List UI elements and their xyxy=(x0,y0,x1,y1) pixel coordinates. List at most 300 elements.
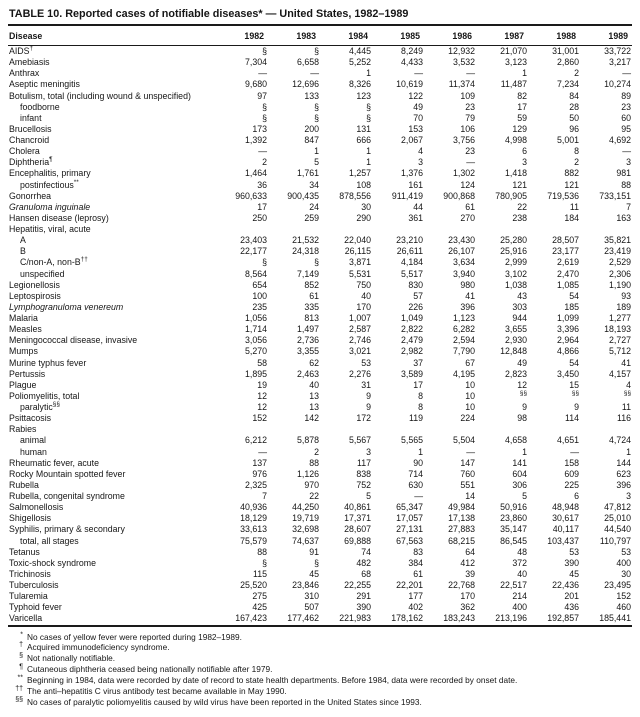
value-cell: — xyxy=(570,446,579,457)
value-cell: 84 xyxy=(569,90,579,101)
value-cell: 2 xyxy=(574,68,579,79)
value-cell: 2,999 xyxy=(504,257,527,268)
value-cell: 35,147 xyxy=(500,524,527,535)
disease-name: postinfectious** xyxy=(20,178,79,190)
value-cell: 5,252 xyxy=(348,57,371,68)
value-cell: 4,658 xyxy=(504,435,527,446)
value-cell: 178,162 xyxy=(391,613,423,624)
value-cell: 124 xyxy=(460,179,475,190)
value-cell xyxy=(268,224,320,235)
value-cell: 1,085 xyxy=(556,279,579,290)
value-cell: 6 xyxy=(574,491,579,501)
disease-name: A xyxy=(20,235,26,246)
value-cell: 177,462 xyxy=(287,613,319,624)
value-cell: 2 xyxy=(574,157,579,168)
value-cell: § xyxy=(262,101,267,112)
value-cell: 4,692 xyxy=(608,135,631,145)
value-cell: — xyxy=(414,68,423,79)
footnote-reference: † xyxy=(29,45,34,53)
value-cell: 10,619 xyxy=(396,79,423,90)
table-row xyxy=(8,235,632,246)
value-cell: 62 xyxy=(309,357,319,368)
value-cell: 1 xyxy=(314,146,319,157)
value-cell: 224 xyxy=(460,413,475,424)
value-cell: 123 xyxy=(356,90,371,101)
value-cell: 10 xyxy=(465,390,475,401)
footnote xyxy=(9,642,632,653)
value-cell: 2 xyxy=(262,157,267,168)
value-cell: 131 xyxy=(356,123,371,134)
disease-name: Chancroid xyxy=(9,135,50,145)
value-cell: 61 xyxy=(413,568,423,579)
value-cell: 213,196 xyxy=(495,613,527,624)
value-cell: 17,057 xyxy=(396,513,423,524)
value-cell: — xyxy=(622,146,631,157)
value-cell: 30 xyxy=(621,568,631,579)
value-cell: § xyxy=(366,101,371,112)
value-cell: 6,212 xyxy=(244,435,267,446)
value-cell: 1 xyxy=(522,446,527,457)
value-cell: 115 xyxy=(252,568,267,579)
footnote-reference: §§ xyxy=(623,389,631,397)
value-cell: 5,504 xyxy=(452,435,475,446)
disease-name: Brucellosis xyxy=(9,123,52,134)
value-cell: 5,270 xyxy=(244,346,267,357)
value-cell: § xyxy=(262,557,267,568)
value-cell: 48 xyxy=(517,546,527,557)
value-cell: 5 xyxy=(366,491,371,501)
value-cell: 551 xyxy=(460,479,475,490)
value-cell: 482 xyxy=(356,557,371,568)
table-row xyxy=(8,157,632,168)
value-cell: 26,611 xyxy=(396,246,423,257)
value-cell: 22,436 xyxy=(552,580,579,590)
value-cell: 27,131 xyxy=(396,524,423,535)
value-cell: 12,696 xyxy=(292,79,319,90)
disease-name: Poliomyelitis, total xyxy=(9,390,80,401)
value-cell: 1,761 xyxy=(296,168,319,179)
value-cell: 34 xyxy=(309,179,319,190)
table-row xyxy=(8,469,632,480)
value-cell: 3,940 xyxy=(452,268,475,279)
value-cell: 1 xyxy=(366,157,371,168)
value-cell: 61 xyxy=(465,201,475,212)
footnote xyxy=(9,653,632,664)
table-row xyxy=(8,257,632,268)
value-cell: 11,487 xyxy=(500,79,527,90)
table-row xyxy=(8,536,632,547)
value-cell: 4,195 xyxy=(452,368,475,379)
value-cell: 372 xyxy=(512,557,527,568)
value-cell: 335 xyxy=(304,301,319,312)
table-row xyxy=(8,524,632,535)
value-cell: 976 xyxy=(252,468,267,479)
value-cell: 900,868 xyxy=(443,190,475,201)
value-cell: 3,396 xyxy=(556,324,579,335)
value-cell: 10 xyxy=(465,402,475,412)
value-cell: 12 xyxy=(257,390,267,401)
value-cell: 9,680 xyxy=(244,79,267,90)
value-cell: 604 xyxy=(512,468,527,479)
value-cell: 752 xyxy=(356,479,371,490)
value-cell: 402 xyxy=(408,602,423,613)
disease-name: Toxic-shock syndrome xyxy=(9,557,97,568)
value-cell xyxy=(580,224,632,235)
value-cell: 54 xyxy=(569,357,579,368)
value-cell: 1,277 xyxy=(608,313,631,323)
footnote-marker: ¶ xyxy=(19,663,23,671)
disease-name: Pertussis xyxy=(9,368,46,379)
value-cell: 86,545 xyxy=(500,535,527,546)
footnote-marker: * xyxy=(20,631,23,638)
value-cell: 291 xyxy=(356,591,371,602)
table-row xyxy=(8,57,632,68)
value-cell xyxy=(476,391,528,402)
disease-name: Meningococcal disease, invasive xyxy=(9,335,138,346)
value-cell: 12,848 xyxy=(500,346,527,357)
value-cell: 40,117 xyxy=(552,524,579,535)
value-cell: 2,982 xyxy=(400,346,423,357)
value-cell: 98 xyxy=(517,413,527,424)
value-cell: 31,001 xyxy=(552,46,579,56)
value-cell: 7,304 xyxy=(244,57,267,68)
value-cell: 3,102 xyxy=(504,268,527,279)
value-cell: 28,507 xyxy=(552,235,579,246)
value-cell: 460 xyxy=(616,602,631,613)
table-row xyxy=(8,569,632,580)
footnote xyxy=(9,675,632,686)
value-cell xyxy=(424,224,476,235)
value-cell: 238 xyxy=(512,212,527,223)
value-cell: 1 xyxy=(418,446,423,457)
value-cell: 2,964 xyxy=(556,335,579,346)
value-cell: 2,736 xyxy=(296,335,319,346)
disease-name: Gonorrhea xyxy=(9,190,52,201)
value-cell: 654 xyxy=(252,279,267,290)
value-cell: 152 xyxy=(252,413,267,424)
value-cell: 45 xyxy=(569,568,579,579)
value-cell: 31 xyxy=(361,379,371,390)
value-cell: 103,437 xyxy=(547,535,579,546)
column-header-year: 1983 xyxy=(268,26,320,46)
footnote-reference: ** xyxy=(73,178,79,186)
value-cell: 7,149 xyxy=(296,268,319,279)
disease-name: Salmonellosis xyxy=(9,502,64,513)
value-cell: 23 xyxy=(621,101,631,112)
value-cell: 750 xyxy=(356,279,371,290)
table-row xyxy=(8,435,632,446)
value-cell: 91 xyxy=(309,546,319,557)
value-cell: 50,916 xyxy=(500,502,527,513)
value-cell: 170 xyxy=(356,301,371,312)
footnote-marker: †† xyxy=(15,685,23,693)
value-cell: 250 xyxy=(252,212,267,223)
value-cell: 400 xyxy=(616,557,631,568)
value-cell: 40,861 xyxy=(344,502,371,513)
footnote-marker: ** xyxy=(17,674,23,682)
table-header xyxy=(8,26,632,46)
disease-name: Amebiasis xyxy=(9,57,50,68)
value-cell: 852 xyxy=(304,279,319,290)
value-cell: 14 xyxy=(465,491,475,501)
value-cell: 33,722 xyxy=(604,46,631,56)
value-cell: 110,797 xyxy=(599,535,631,546)
value-cell: 5,001 xyxy=(556,135,579,145)
value-cell: 70 xyxy=(413,112,423,123)
value-cell: 8 xyxy=(418,390,423,401)
value-cell: 7 xyxy=(262,491,267,501)
value-cell: 13 xyxy=(309,390,319,401)
footnote-marker: † xyxy=(19,641,23,649)
value-cell: 436 xyxy=(564,602,579,613)
value-cell: 3,056 xyxy=(244,335,267,346)
value-cell: 4 xyxy=(418,146,423,157)
value-cell: 144 xyxy=(616,457,631,468)
value-cell: 27,883 xyxy=(448,524,475,535)
value-cell: 185 xyxy=(564,301,579,312)
value-cell: 760 xyxy=(460,468,475,479)
value-cell: 24,318 xyxy=(292,246,319,257)
value-cell xyxy=(216,224,268,235)
value-cell: 2,823 xyxy=(504,368,527,379)
table-row xyxy=(8,602,632,613)
disease-name: Encephalitis, primary xyxy=(9,168,91,179)
value-cell: § xyxy=(314,101,319,112)
value-cell: 32,698 xyxy=(292,524,319,535)
value-cell: 1,895 xyxy=(244,368,267,379)
value-cell: 623 xyxy=(616,468,631,479)
value-cell: 18,129 xyxy=(240,513,267,524)
disease-name: foodborne xyxy=(20,101,60,112)
disease-name: Granuloma inguinale xyxy=(9,201,91,212)
value-cell: 36 xyxy=(257,179,267,190)
value-cell: 3 xyxy=(366,446,371,457)
value-cell: 4,866 xyxy=(556,346,579,357)
value-cell: 630 xyxy=(408,479,423,490)
value-cell: — xyxy=(310,68,319,79)
value-cell: — xyxy=(258,446,267,457)
value-cell: 838 xyxy=(356,468,371,479)
table-row xyxy=(8,291,632,302)
disease-name: Tularemia xyxy=(9,591,48,602)
value-cell xyxy=(476,224,528,235)
value-cell: 2,529 xyxy=(608,257,631,268)
value-cell: 40 xyxy=(517,568,527,579)
value-cell: 200 xyxy=(304,123,319,134)
table-row xyxy=(8,513,632,524)
value-cell: 41 xyxy=(621,357,631,368)
value-cell: 225 xyxy=(564,479,579,490)
column-header-year: 1988 xyxy=(528,26,580,46)
footnote-text: No cases of paralytic poliomyelitis caused by wild virus have been reported in the United States since 1993. xyxy=(27,696,422,707)
value-cell: 6,658 xyxy=(296,57,319,68)
value-cell: 981 xyxy=(616,168,631,179)
value-cell: — xyxy=(466,157,475,168)
value-cell: 2 xyxy=(314,446,319,457)
value-cell xyxy=(476,424,528,435)
value-cell: 1 xyxy=(626,446,631,457)
value-cell: 23,860 xyxy=(500,513,527,524)
value-cell: 13 xyxy=(309,402,319,412)
value-cell: 5,517 xyxy=(400,268,423,279)
value-cell: 22 xyxy=(309,491,319,501)
value-cell: 68,215 xyxy=(448,535,475,546)
value-cell: 8 xyxy=(574,146,579,157)
value-cell: 23,419 xyxy=(604,246,631,257)
footnote-reference: ¶ xyxy=(49,156,53,164)
value-cell: 3,655 xyxy=(504,324,527,335)
value-cell: 2,822 xyxy=(400,324,423,335)
value-cell: 3,123 xyxy=(504,57,527,68)
value-cell: 26,115 xyxy=(344,246,371,257)
value-cell: 152 xyxy=(616,591,631,602)
value-cell: 141 xyxy=(512,457,527,468)
value-cell: 23 xyxy=(465,101,475,112)
value-cell: 214 xyxy=(512,591,527,602)
value-cell: 1 xyxy=(522,68,527,79)
value-cell: 2,276 xyxy=(348,368,371,379)
value-cell: 1,126 xyxy=(296,468,319,479)
disease-name: paralytic§§ xyxy=(20,401,60,412)
value-cell: § xyxy=(314,46,319,56)
value-cell xyxy=(372,224,424,235)
value-cell: 290 xyxy=(356,212,371,223)
value-cell: 10,274 xyxy=(604,79,631,90)
value-cell: 3 xyxy=(522,157,527,168)
table-row xyxy=(8,202,632,213)
table-row xyxy=(8,424,632,435)
value-cell: 1,190 xyxy=(608,279,631,290)
value-cell: 189 xyxy=(616,301,631,312)
footnote-marker: §§ xyxy=(15,696,23,704)
value-cell: 12 xyxy=(517,379,527,390)
value-cell: 400 xyxy=(512,602,527,613)
table-row xyxy=(8,491,632,502)
value-cell: 2,746 xyxy=(348,335,371,346)
value-cell: 44 xyxy=(413,201,423,212)
value-cell: 79 xyxy=(465,112,475,123)
value-cell: 7,234 xyxy=(556,79,579,90)
value-cell: 59 xyxy=(517,112,527,123)
value-cell: 3,589 xyxy=(400,368,423,379)
footnote-text: Not nationally notifiable. xyxy=(27,653,116,664)
disease-name: Syphilis, primary & secondary xyxy=(9,524,125,535)
value-cell: 22,040 xyxy=(344,235,371,246)
value-cell: 177 xyxy=(408,591,423,602)
disease-name: B xyxy=(20,246,26,257)
value-cell: 22,255 xyxy=(344,580,371,590)
value-cell: 60 xyxy=(621,112,631,123)
value-cell: 980 xyxy=(460,279,475,290)
value-cell: 83 xyxy=(413,546,423,557)
value-cell: 147 xyxy=(460,457,475,468)
value-cell: 40 xyxy=(309,379,319,390)
value-cell: 1,302 xyxy=(452,168,475,179)
value-cell: 88 xyxy=(309,457,319,468)
footnotes xyxy=(8,632,632,708)
value-cell: 17 xyxy=(517,101,527,112)
column-header-year: 1989 xyxy=(580,26,632,46)
value-cell: 53 xyxy=(621,546,631,557)
table-row xyxy=(8,391,632,402)
disease-name: Botulism, total (including wound & unspecified) xyxy=(9,90,191,101)
value-cell: 9 xyxy=(366,390,371,401)
value-cell: 8,564 xyxy=(244,268,267,279)
value-cell: 847 xyxy=(304,135,319,145)
value-cell xyxy=(216,424,268,435)
value-cell: 142 xyxy=(304,413,319,424)
value-cell: 425 xyxy=(252,602,267,613)
value-cell: 23,210 xyxy=(396,235,423,246)
value-cell: § xyxy=(262,46,267,56)
value-cell: 384 xyxy=(408,557,423,568)
value-cell: 878,556 xyxy=(339,190,371,201)
value-cell: 2,463 xyxy=(296,368,319,379)
value-cell: 3,021 xyxy=(348,346,371,357)
value-cell: 5,565 xyxy=(400,435,423,446)
value-cell: 133 xyxy=(304,90,319,101)
value-cell: 40,936 xyxy=(240,502,267,513)
table-row xyxy=(8,168,632,179)
table-row xyxy=(8,269,632,280)
value-cell: 183,243 xyxy=(443,613,475,624)
value-cell: 173 xyxy=(252,123,267,134)
disease-name: Leptospirosis xyxy=(9,290,61,301)
value-cell: 11,374 xyxy=(448,79,475,90)
value-cell: 37 xyxy=(413,357,423,368)
table-row xyxy=(8,480,632,491)
value-cell: 3,634 xyxy=(452,257,475,268)
value-cell: 45 xyxy=(309,568,319,579)
table-row xyxy=(8,458,632,469)
table-row xyxy=(8,580,632,591)
value-cell: 5 xyxy=(522,491,527,501)
footnote-reference: §§ xyxy=(52,401,60,409)
value-cell: 65,347 xyxy=(396,502,423,513)
disease-name: Trichinosis xyxy=(9,568,51,579)
value-cell: 3,355 xyxy=(296,346,319,357)
value-cell: 82 xyxy=(517,90,527,101)
value-cell: 22,768 xyxy=(448,580,475,590)
value-cell: 23,403 xyxy=(240,235,267,246)
disease-name: Measles xyxy=(9,324,42,335)
value-cell: 106 xyxy=(460,123,475,134)
footnote xyxy=(9,697,632,708)
value-cell: 24 xyxy=(309,201,319,212)
value-cell: 12 xyxy=(257,402,267,412)
disease-name: Aseptic meningitis xyxy=(9,79,80,90)
value-cell: — xyxy=(466,68,475,79)
value-cell: 44,540 xyxy=(604,524,631,535)
value-cell: 1,007 xyxy=(348,313,371,323)
column-header-disease: Disease xyxy=(8,26,216,46)
value-cell: 50 xyxy=(569,112,579,123)
value-cell: 666 xyxy=(356,135,371,145)
disease-name: Legionellosis xyxy=(9,279,60,290)
value-cell: 259 xyxy=(304,212,319,223)
value-cell: 158 xyxy=(564,457,579,468)
value-cell: 1,418 xyxy=(504,168,527,179)
footnote xyxy=(9,632,632,643)
column-header-year: 1986 xyxy=(424,26,476,46)
table-row xyxy=(8,135,632,146)
table-row xyxy=(8,335,632,346)
value-cell: 2,594 xyxy=(452,335,475,346)
value-cell xyxy=(528,391,580,402)
disease-name: Tuberculosis xyxy=(9,580,59,590)
table-row xyxy=(8,502,632,513)
disease-name: Rheumatic fever, acute xyxy=(9,457,99,468)
